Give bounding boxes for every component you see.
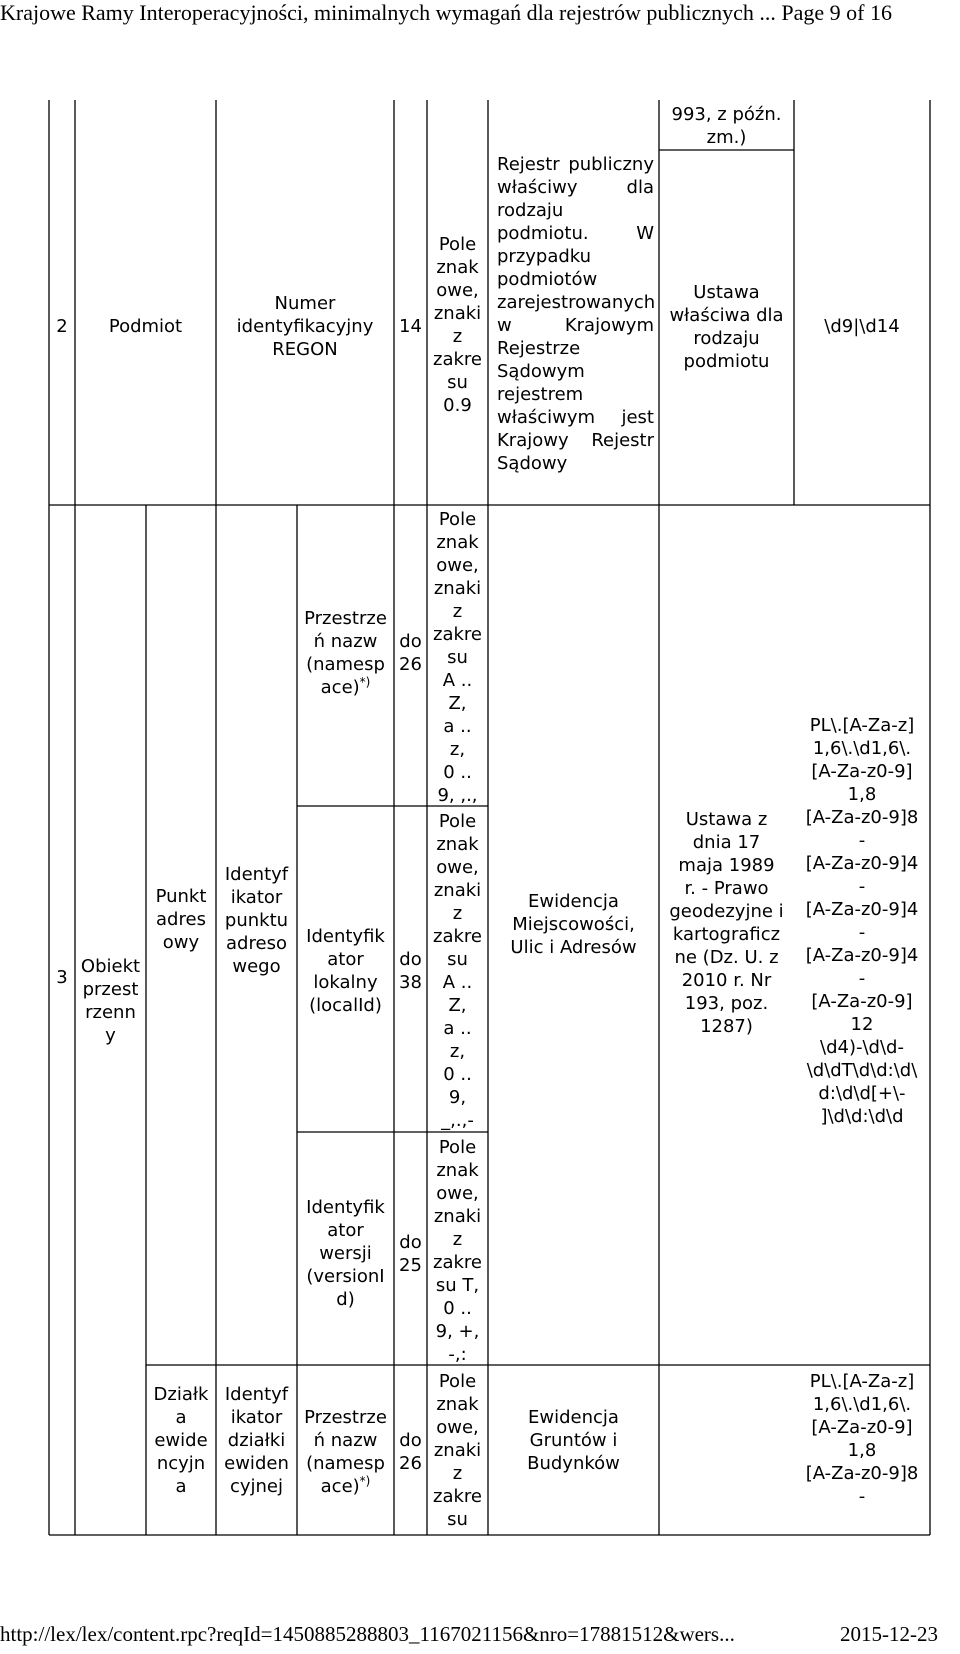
row2-format: \d9|\d14 (824, 316, 900, 337)
punkt-namespace-typ: Pole znak owe, znaki z zakre su A .. Z, a .. z, 0 .. 9, ,., (433, 509, 482, 806)
punkt-namespace: Przestrze ń nazw (namesp ace)*) (304, 608, 387, 698)
punkt-opis: Ewidencja Miejscowości, Ulic i Adresów (510, 891, 637, 958)
row2-atrybut: Numer identyfikacyjny REGON (236, 293, 374, 360)
dzialka-identyfikator: Identyf ikator działki ewiden cyjnej (224, 1384, 289, 1497)
footer-date: 2015-12-23 (840, 1622, 938, 1646)
punkt-podstawa: Ustawa z dnia 17 maja 1989 r. - Prawo geodezyjne i kartograficz ne (Dz. U. z 2010 r. Nr 193, poz. 1287) (669, 809, 784, 1037)
dzialka-format: PL\.[A-Za-z] 1,6\.\d1,6\. [A-Za-z0-9] 1,8 [A-Za-z0-9]8 - (805, 1371, 919, 1507)
punkt-versionid: Identyfik ator wersji (versionI d) (306, 1197, 385, 1310)
footer-url: http://lex/lex/content.rpc?reqId=1450885288803_1167021156&nro=17881512&wers... (0, 1622, 735, 1646)
row3-obiekt: Obiekt przest rzenn y (80, 956, 141, 1046)
dzialka-dlugosc: do 26 (399, 1430, 422, 1474)
punkt-localid: Identyfik ator lokalny (localId) (306, 926, 385, 1016)
row3-lp: 3 (56, 967, 68, 988)
punkt-versionid-typ: Pole znak owe, znaki z zakre su T, 0 .. 9, +, -,: (433, 1137, 482, 1365)
page-footer (0, 1622, 938, 1647)
row2-typ: Pole znak owe, znaki z zakre su 0.9 (433, 234, 482, 416)
page-header: Krajowe Ramy Interoperacyjności, minimalnych wymagań dla rejestrów publicznych ... Page 9 of 16 (0, 0, 892, 25)
punkt-identyfikator: Identyf ikator punktu adreso wego (224, 864, 289, 977)
dzialka-namespace: Przestrze ń nazw (namesp ace)*) (304, 1407, 387, 1497)
dzialka-opis: Ewidencja Gruntów i Budynków (527, 1407, 620, 1474)
row2-podstawa-top: 993, z późn. zm.) (671, 104, 782, 148)
row2-obiekt: Podmiot (108, 316, 183, 337)
punkt-localid-dlugosc: do 38 (399, 949, 422, 993)
dzialka-nazwa: Działk a ewide ncyjn a (153, 1384, 209, 1497)
punkt-nazwa: Punkt adres owy (155, 886, 207, 953)
punkt-format: PL\.[A-Za-z] 1,6\.\d1,6\. [A-Za-z0-9] 1,8 [A-Za-z0-9]8 - [A-Za-z0-9]4 - [A-Za-z0-9]4 - [A-Za-z0-9]4 - [A-Za-z0-9] 12 \d4)-\d\d- \d\dT\d\d:\d\ d:\d\d[+\- ]\d\d:\d\d (805, 715, 919, 1127)
punkt-namespace-dlugosc: do 26 (399, 631, 422, 675)
dzialka-typ: Pole znak owe, znaki z zakre su (433, 1371, 482, 1530)
row2-dlugosc: 14 (399, 316, 422, 337)
row2-lp: 2 (56, 316, 68, 337)
punkt-versionid-dlugosc: do 25 (399, 1232, 422, 1276)
row2-opis: Rejestr publiczny właściwy dla rodzaju podmiotu. W przypadku podmiotów zarejestrowanych w Krajowym Rejestrze Sądowym rejestrem właściwym jest Krajowy Rejestr Sądowy (497, 154, 656, 474)
punkt-localid-typ: Pole znak owe, znaki z zakre su A .. Z, a .. z, 0 .. 9, _,.,- (433, 811, 482, 1131)
row2-podstawa: Ustawa właściwa dla rodzaju podmiotu (669, 282, 784, 372)
